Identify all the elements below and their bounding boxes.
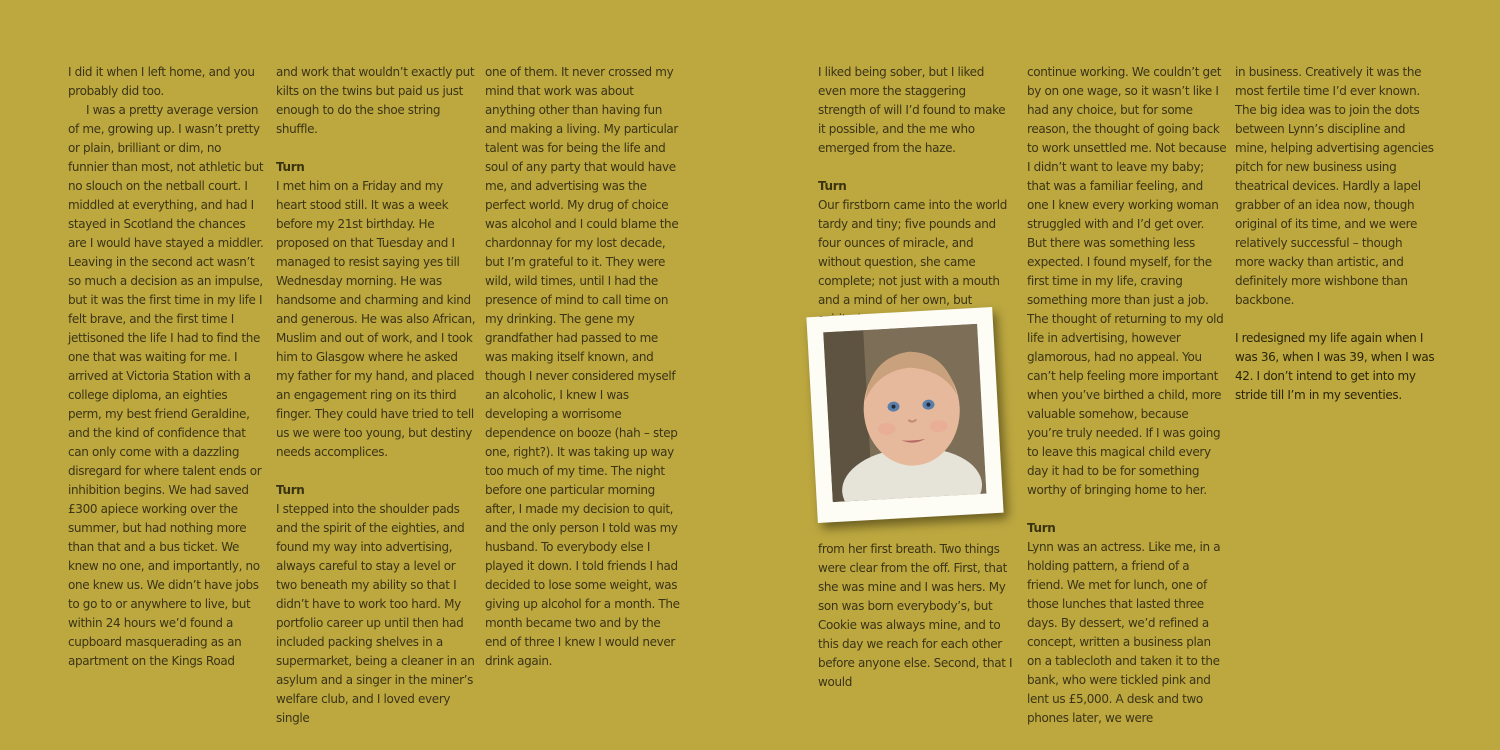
section-heading: Turn bbox=[818, 179, 847, 193]
body-paragraph: I was a pretty average version of me, growing up. I wasn’t pretty or plain, brilliant or dim, no funnier than most, not athletic but no slouch on the netball court. I middled at everything, and had I stayed in Scotland the chances are I would have stayed a middler. Leaving in the second act wasn’t so much a decision as an impulse, but it was the first time in my life I felt brave, and the first time I jettisoned the life I had to find the one that was waiting for me. I arrived at Victoria Station with a college diploma, an eighties perm, my best friend Geraldine, and the kind of confidence that can only come with a dazzling disregard for where talent ends or inhibition begins. We had saved £300 apiece working over the summer, but had nothing more than that and a bus ticket. We knew no one, and importantly, no one knew us. We didn’t have jobs to go to or anywhere to live, but within 24 hours we’d found a cupboard masquerading as an apartment on the Kings Road bbox=[68, 103, 264, 668]
baby-photo bbox=[806, 307, 1003, 523]
body-paragraph: continue working. We couldn’t get by on one wage, so it wasn’t like I had any choice, but for some reason, the thought of going back to work unsettled me. Not because I didn’t want to leave my baby; that was a familiar feeling, and one I knew every working woman struggled with and I’d get over. But there was something less expected. I found myself, for the first time in my life, craving something more than just a job. The thought of returning to my old life in advertising, however glamorous, had no appeal. You can’t help feeling more important when you’ve birthed a child, more valuable somehow, because you’re truly needed. If I was going to leave this magical child every day it had to be for something worthy of bringing home to her. bbox=[1027, 65, 1227, 497]
body-paragraph: I liked being sober, but I liked even more the staggering strength of will I’d found to make it possible, and the me who emerged from the haze. bbox=[818, 65, 1006, 155]
section-heading: Turn bbox=[276, 483, 305, 497]
page-left-column-2 bbox=[276, 63, 476, 728]
page-right-column-3 bbox=[1235, 63, 1435, 405]
body-paragraph: Lynn was an actress. Like me, in a holding pattern, a friend of a friend. We met for lunch, one of those lunches that lasted three days. By dessert, we’d refined a concept, written a business plan on a tablecloth and taken it to the bank, who were tickled pink and lent us £5,000. A desk and two phones later, we were bbox=[1027, 540, 1221, 725]
page-left-column-3 bbox=[485, 63, 680, 671]
baby-photo-image bbox=[823, 324, 986, 502]
body-paragraph: Our firstborn came into the world tardy and tiny; five pounds and four ounces of miracle, and without question, she came complete; not just with a mouth and a mind of her own, but bbox=[818, 198, 1007, 307]
baby-portrait-icon bbox=[823, 324, 986, 502]
section-heading: Turn bbox=[276, 160, 305, 174]
section-heading: Turn bbox=[1027, 521, 1056, 535]
body-paragraph: one of them. It never crossed my mind that work was about anything other than having fun and making a living. My particular talent was for being the life and soul of any party that would have me, and advertising was the perfect world. My drug of choice was alcohol and I could blame the chardonnay for my lost decade, but I’m grateful to it. They were wild, wild times, until I had the presence of mind to call time on my drinking. The gene my grandfather had passed to me was making itself known, and though I never considered myself an alcoholic, I knew I was developing a worrisome dependence on booze (hah – step one, right?). It was taking up way too much of my time. The night before one particular morning after, I made my decision to quit, and the only person I told was my husband. To everybody else I played it down. I told friends I had decided to lose some weight, was giving up alcohol for a month. The month became two and by the end of three I knew I would never drink again. bbox=[485, 65, 680, 668]
body-paragraph: I met him on a Friday and my heart stood still. It was a week before my 21st birthday. He proposed on that Tuesday and I managed to resist saying yes till Wednesday morning. He was handsome and charming and kind and generous. He was also African, Muslim and out of work, and I took him to Glasgow where he asked my father for my hand, and placed an engagement ring on its third finger. They could have tried to tell us we were too young, but destiny needs accomplices. bbox=[276, 179, 476, 459]
body-paragraph: from her first breath. Two things were clear from the off. First, that she was mine and I was hers. My son was born everybody’s, but Cookie was always mine, and to this day we reach for each other before anyone else. Second, that I would bbox=[818, 542, 1013, 689]
page-right-column-1-bottom bbox=[818, 540, 1013, 692]
page-right-column-1-top bbox=[818, 63, 1013, 329]
closing-statement: I redesigned my life again when I was 36, when I was 39, when I was 42. I don’t intend to get into my stride till I’m in my seventies. bbox=[1235, 331, 1435, 402]
body-paragraph: I stepped into the shoulder pads and the spirit of the eighties, and found my way into advertising, always careful to stay a level or two beneath my ability so that I didn’t have to work too hard. My portfolio career up until then had included packing shelves in a supermarket, being a cleaner in an asylum and a singer in the miner’s welfare club, and I loved every single bbox=[276, 502, 475, 725]
page-right-column-2 bbox=[1027, 63, 1227, 728]
page-left-column-1 bbox=[68, 63, 264, 671]
body-paragraph: and work that wouldn’t exactly put kilts on the twins but paid us just enough to do the shoe string shuffle. bbox=[276, 65, 475, 136]
body-paragraph: I did it when I left home, and you probably did too. bbox=[68, 65, 255, 98]
body-paragraph: in business. Creatively it was the most fertile time I’d ever known. The big idea was to join the dots between Lynn’s discipline and mine, helping advertising agencies pitch for new business using theatrical devices. Hardly a lapel grabber of an idea now, though original of its time, and we were relatively successful – though more wacky than artistic, and definitely more wishbone than backbone. bbox=[1235, 65, 1434, 307]
